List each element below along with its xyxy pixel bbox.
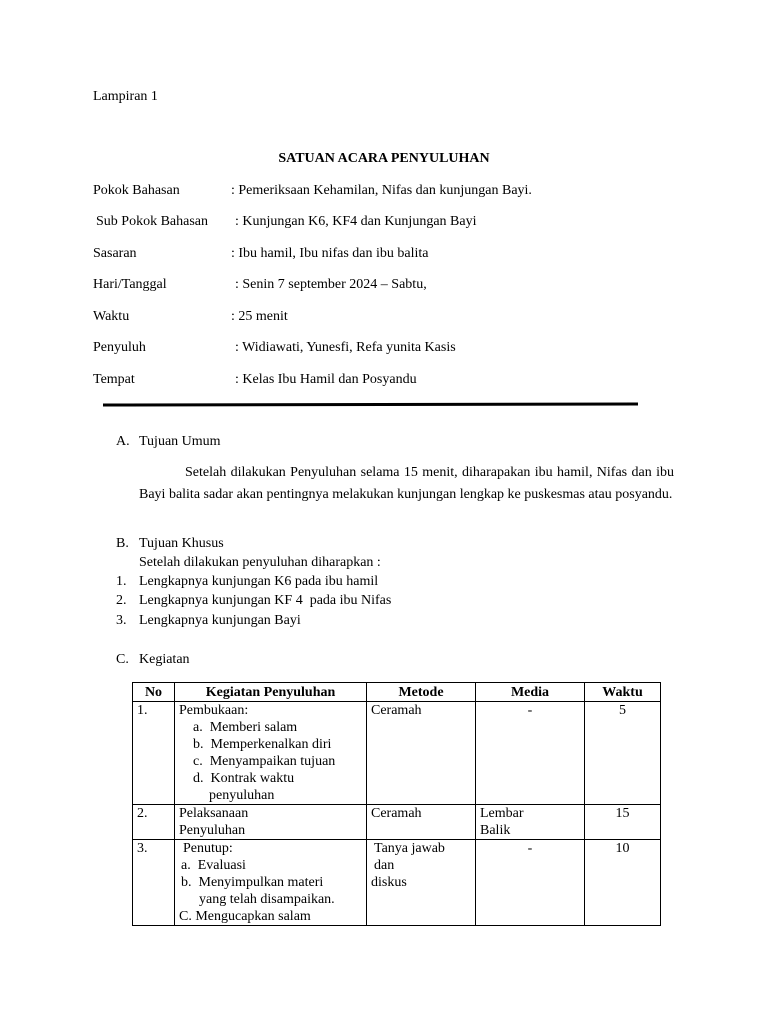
lampiran-label: Lampiran 1: [93, 89, 158, 104]
cell-metode: Ceramah: [367, 805, 476, 840]
meta-value-hari-tanggal: : Senin 7 september 2024 – Sabtu,: [235, 277, 427, 292]
header-divider: [103, 402, 638, 406]
media-line: Balik: [480, 823, 511, 838]
header-metode: Metode: [367, 683, 476, 702]
section-c-letter: C.: [116, 652, 129, 667]
cell-no: 3.: [133, 840, 175, 926]
kegiatan-line: Penyuluhan: [179, 823, 246, 838]
meta-value-penyuluh: : Widiawati, Yunesfi, Refa yunita Kasis: [235, 340, 456, 355]
meta-value-sub-pokok-bahasan: : Kunjungan K6, KF4 dan Kunjungan Bayi: [235, 214, 477, 229]
cell-no: 1.: [133, 702, 175, 805]
kegiatan-item: c. Menyampaikan tujuan: [193, 754, 336, 769]
table-row: [133, 805, 661, 840]
cell-no: 2.: [133, 805, 175, 840]
header-kegiatan: Kegiatan Penyuluhan: [175, 683, 367, 702]
cell-waktu: 15: [585, 805, 661, 840]
meta-value-pokok-bahasan: : Pemeriksaan Kehamilan, Nifas dan kunjungan Bayi.: [231, 183, 532, 198]
cell-media: [476, 805, 585, 840]
meta-label-penyuluh: Penyuluh: [93, 340, 146, 355]
kegiatan-table: [132, 682, 661, 926]
kegiatan-item: a. Evaluasi: [181, 858, 246, 873]
meta-value-waktu: : 25 menit: [231, 309, 288, 324]
metode-line: dan: [374, 858, 395, 873]
tujuan-khusus-item: Lengkapnya kunjungan KF 4 pada ibu Nifas: [139, 593, 392, 608]
section-a-letter: A.: [116, 434, 130, 449]
kegiatan-item: d. Kontrak waktu: [193, 771, 295, 786]
cell-kegiatan: [175, 840, 367, 926]
cell-media: -: [476, 702, 585, 805]
media-line: Lembar: [480, 806, 524, 821]
header-media: Media: [476, 683, 585, 702]
kegiatan-item: b. Menyimpulkan materi: [181, 875, 324, 890]
tujuan-khusus-item: Lengkapnya kunjungan Bayi: [139, 613, 301, 628]
kegiatan-item: C. Mengucapkan salam: [179, 909, 311, 924]
section-a-paragraph: [139, 462, 674, 506]
kegiatan-item: b. Memperkenalkan diri: [193, 737, 332, 752]
table-header-row: [133, 683, 661, 702]
meta-label-tempat: Tempat: [93, 372, 135, 387]
tujuan-khusus-number: 2.: [116, 593, 127, 608]
kegiatan-item-continuation: yang telah disampaikan.: [199, 892, 335, 907]
section-b-title: Tujuan Khusus: [139, 536, 224, 551]
table-row: [133, 702, 661, 805]
section-a-paragraph-text: Setelah dilakukan Penyuluhan selama 15 menit, diharapakan ibu hamil, Nifas dan ibu Bayi balita sadar akan pentingnya melakukan kunjungan lengkap ke puskesmas atau posyandu.: [139, 465, 674, 502]
document-title: SATUAN ACARA PENYULUHAN: [278, 151, 490, 166]
metode-line: diskus: [371, 875, 407, 890]
cell-media: -: [476, 840, 585, 926]
kegiatan-title: Penutup:: [183, 841, 233, 856]
cell-waktu: 10: [585, 840, 661, 926]
tujuan-khusus-number: 1.: [116, 574, 127, 589]
section-c-title: Kegiatan: [139, 652, 190, 667]
kegiatan-item-continuation: penyuluhan: [209, 788, 275, 803]
meta-label-sasaran: Sasaran: [93, 246, 137, 261]
kegiatan-item: a. Memberi salam: [193, 720, 298, 735]
meta-value-tempat: : Kelas Ibu Hamil dan Posyandu: [235, 372, 417, 387]
cell-waktu: 5: [585, 702, 661, 805]
meta-label-sub-pokok-bahasan: Sub Pokok Bahasan: [96, 214, 208, 229]
section-a-title: Tujuan Umum: [139, 434, 221, 449]
tujuan-khusus-item: Lengkapnya kunjungan K6 pada ibu hamil: [139, 574, 379, 589]
section-b-letter: B.: [116, 536, 129, 551]
tujuan-khusus-number: 3.: [116, 613, 127, 628]
cell-metode: [367, 840, 476, 926]
table-row: [133, 840, 661, 926]
meta-label-pokok-bahasan: Pokok Bahasan: [93, 183, 180, 198]
meta-label-waktu: Waktu: [93, 309, 130, 324]
meta-label-hari-tanggal: Hari/Tanggal: [93, 277, 167, 292]
cell-kegiatan: [175, 805, 367, 840]
metode-line: Tanya jawab: [374, 841, 445, 856]
cell-metode: Ceramah: [367, 702, 476, 805]
meta-value-sasaran: : Ibu hamil, Ibu nifas dan ibu balita: [231, 246, 429, 261]
header-waktu: Waktu: [585, 683, 661, 702]
kegiatan-line: Pelaksanaan: [179, 806, 249, 821]
cell-kegiatan: [175, 702, 367, 805]
kegiatan-title: Pembukaan:: [179, 703, 249, 718]
section-b-intro: Setelah dilakukan penyuluhan diharapkan :: [139, 555, 381, 570]
header-no: No: [133, 683, 175, 702]
